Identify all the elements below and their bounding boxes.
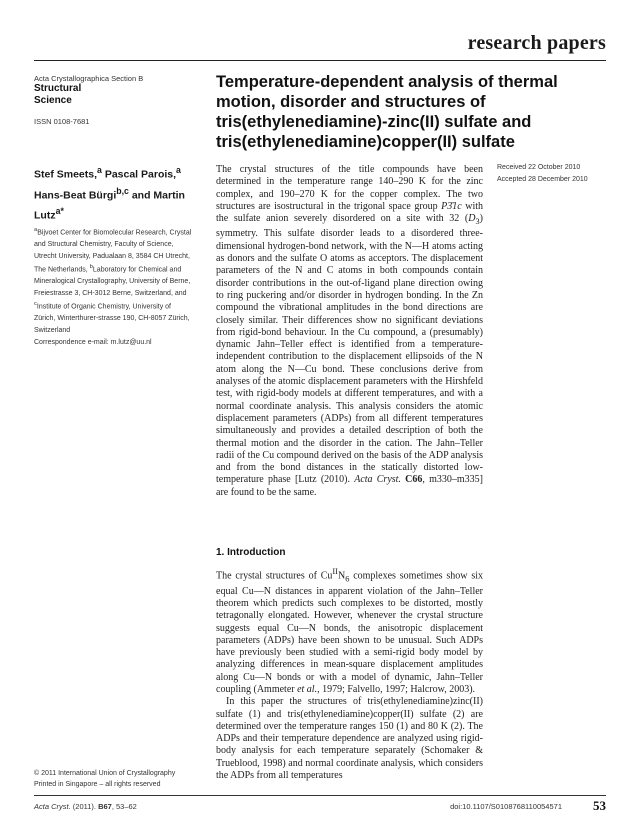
author-name: and Martin Lutz [34,189,185,222]
footer-citation [34,802,137,811]
oxidation-state: II [332,567,338,576]
space-group: P3̄1c [441,200,462,212]
article-dates [497,162,617,186]
footer-journal: Acta Cryst. [34,802,71,811]
symmetry-symbol: D [468,213,476,225]
paragraph: In this paper the structures of tris(ethylenediamine)zinc(II) sulfate (1) and tris(ethylenediamine)copper(II) sulfate (2) are determined over the temperature ranges 150 (1) and 80 K (2). The ADPs and their temperature dependence are analyzed using rigid-body analysis for each temperature separately (Schomaker & Trueblood, 1998) and normal coordinate analysis, which considers the ADPs from all temperatures [216,696,483,782]
footer-pages: , 53–62 [111,802,137,811]
correspondence-email[interactable]: Correspondence e-mail: m.lutz@uu.nl [34,339,152,346]
affil-mark: a [34,227,38,233]
journal-series: Acta Crystallographica Section B [34,74,144,83]
author-name: Pascal Parois, [101,168,177,181]
paragraph [216,566,483,696]
received-date: Received 22 October 2010 [497,164,581,171]
affil-text: Laboratory for Chemical and Mineralogical Crystallography, University of Berne, Freiestrasse 3, CH-3012 Berne, Switzerland, and [34,266,191,297]
citation-volume: C66 [400,474,423,486]
footer-year: (2011). [70,802,99,811]
text-run: N [337,570,346,582]
header-rule [34,60,606,61]
introduction-body [216,566,483,782]
subscript: 6 [345,574,350,584]
abstract-text: with the sulfate anion severely disordered on a site with 32 ( [216,200,483,225]
accepted-date: Accepted 28 December 2010 [497,176,588,183]
affil-text: Bijvoet Center for Biomolecular Research, Crystal and Structural Chemistry, Faculty of Science, Utrecht University, Padualaan 8, 3584 CH Utrecht, The Netherlands, [34,229,192,274]
section-title: research papers [467,32,606,54]
abstract-text: , m330–m335] are found to be the same. [216,474,483,498]
symmetry-subscript: 3 [475,217,480,227]
copyright-line: © 2011 International Union of Crystallography [34,770,176,777]
footer-rule [34,795,606,796]
author-affil-mark: a [176,165,181,175]
author-name: Stef Smeets, [34,168,98,181]
section-heading: 1. Introduction [216,547,286,558]
affiliations [34,225,192,336]
abstract-text: ) symmetry. This sulfate disorder leads to a disordered three-dimensional hydrogen-bond network, with the N—H atoms acting as donors and the sulfate O atoms as acceptors. The displacement parameters of the N and C atoms in both compounds contain disorder contributions in the out-of-ligand plane direction owing to ring puckering and/or disorder in hydrogen bonding. In the Zn compound the vibrational amplitudes in the bond directions are closely similar. Their differences show no significant deviations from rigid-bond behaviour. In the Cu compound, a (presumably) dynamic Jahn–Teller effect is identified from a temperature-independent contribution to the displacement ellipsoids of the N atom along the N—Cu bond. These conclusions derive from analyses of the atomic displacement parameters with the Hirshfeld test, with rigid-body models at different temperatures, and with a normal coordinate analysis. This analysis considers the atomic displacement parameters (ADPs) from all different temperatures simultaneously and provides a detailed description of both the thermal motion and the disorder in the cation. The Jahn–Teller radii of the Cu compound derived on the basis of the ADP analysis and from the bond distances in the statically distorted low-temperature phase [Lutz (2010). [216,213,483,486]
copyright-notice [34,768,204,790]
author-affil-mark: a* [55,206,64,216]
author-name: Hans-Beat Bürgi [34,189,117,201]
et-al: et al. [297,684,318,695]
printed-line: Printed in Singapore – all rights reserved [34,781,161,788]
affil-mark: c [34,301,37,308]
text-run: The crystal structures of Cu [216,570,333,582]
abstract-text: The crystal structures of the title compounds have been determined in the temperature range 140–290 K for the zinc complex, and 190–270 K for the copper complex. The two structures are isostructural in the trigonal space group [216,164,483,212]
journal-name-line2: Science [34,95,72,106]
footer-doi[interactable]: doi:10.1107/S0108768110054571 [450,802,562,811]
author-list [34,162,194,224]
affil-text: Institute of Organic Chemistry, University of Zürich, Winterthurer-strasse 190, CH-8057 Zürich, Switzerland [34,303,190,334]
affil-mark: b [89,264,93,271]
author-affil-mark: a [97,165,102,175]
author-affil-mark: b,c [116,185,129,196]
journal-name-line1: Structural [34,83,82,94]
abstract [216,164,483,499]
page-number: 53 [593,798,606,813]
journal-issn: ISSN 0108-7681 [34,117,90,126]
journal-info [34,74,184,126]
article-title: Temperature-dependent analysis of thermal motion, disorder and structures of tris(ethylenediamine)-zinc(II) sulfate and tris(ethylenediamine)copper(II) sulfate [216,73,558,151]
footer-volume: B67 [98,802,112,811]
citation-journal: Acta Cryst. [354,474,401,486]
text-run: , 1979; Falvello, 1997; Halcrow, 2003). [317,684,476,695]
text-run: complexes sometimes show six equal Cu—N distances in apparent violation of the Jahn–Teller theorem which predicts such complexes to be distorted, mostly tetragonally elongated. However, whenever the crystal structure suggests equal Cu—N bonds, the anisotropic displacement parameters (ADPs) have been shown to be unusual. Such ADPs have previously been studied with a semi-rigid body model by analyzing differences in mean-square displacement amplitudes along Cu—N bonds or with a model of dynamic, Jahn–Teller coupling (Ammeter [216,570,483,695]
